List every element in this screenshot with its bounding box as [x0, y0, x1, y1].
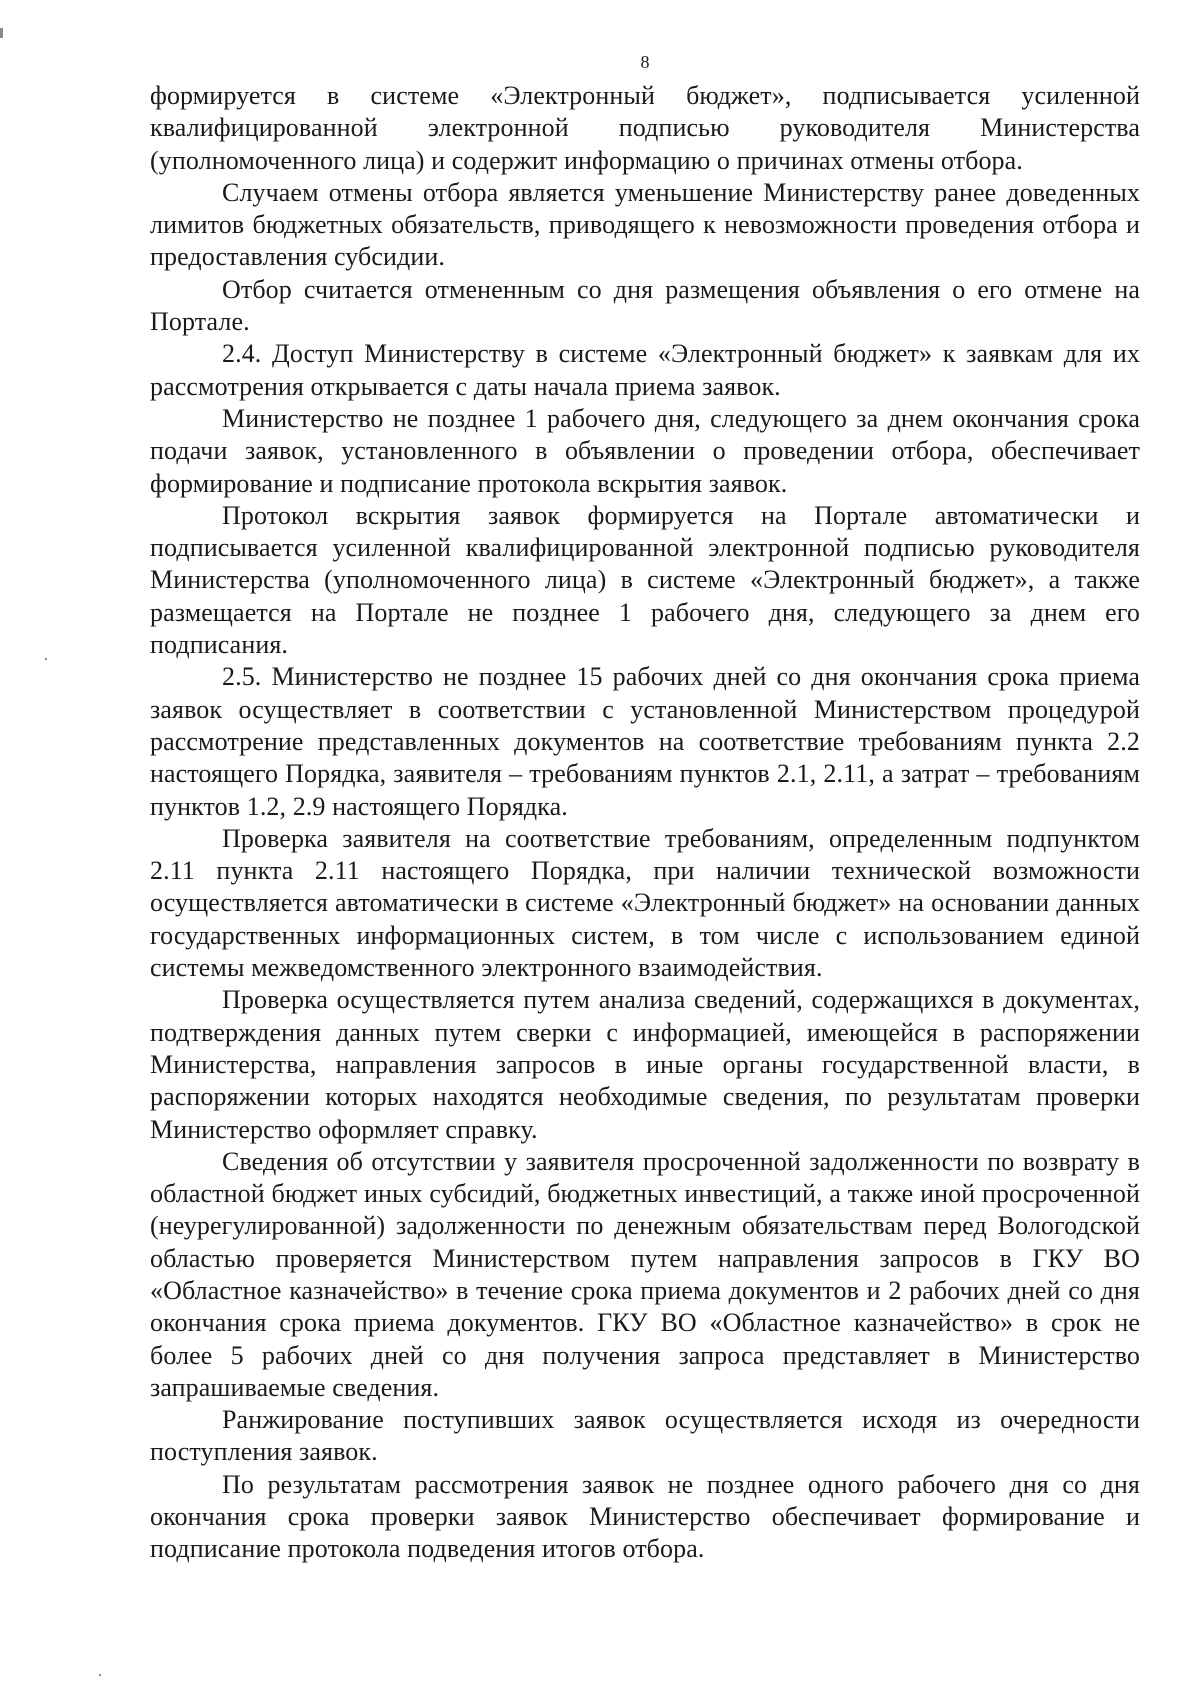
paragraph-5: Министерство не позднее 1 рабочего дня, следующего за днем окончания срока подачи заявок, установленного в объявлении о проведении отбора, обеспечивает формирование и подписание протокола вскрытия заявок. — [150, 403, 1140, 498]
scan-speck — [45, 658, 47, 660]
paragraph-4: 2.4. Доступ Министерству в системе «Электронный бюджет» к заявкам для их рассмотрения открывается с даты начала приема заявок. — [150, 339, 1140, 401]
paragraph-7: 2.5. Министерство не позднее 15 рабочих дней со дня окончания срока приема заявок осуществляет в соответствии с установленной Министерством процедурой рассмотрение представленных документов на соответствие требованиям пункта 2.2 настоящего Порядка, заявителя – требованиям пунктов 2.1, 2.11, а затрат – требованиям пунктов 1.2, 2.9 настоящего Порядка. — [150, 662, 1140, 821]
paragraph-3: Отбор считается отмененным со дня размещения объявления о его отмене на Портале. — [150, 274, 1140, 337]
paragraph-1: формируется в системе «Электронный бюджет», подписывается усиленной квалифицированной электронной подписью руководителя Министерства (уполномоченного лица) и содержит информацию о причинах отмены отбора. — [150, 81, 1140, 175]
scan-edge-mark — [0, 28, 3, 38]
scan-speck — [99, 1674, 101, 1676]
paragraph-6: Протокол вскрытия заявок формируется на Портале автоматически и подписывается усиленной квалифицированной электронной подписью руководителя Министерства (уполномоченного лица) в системе «Электронный бюджет», а также размещается на Портале не позднее 1 рабочего дня, следующего за днем его подписания. — [150, 500, 1140, 660]
document-body — [150, 80, 1140, 1566]
paragraph-9: Проверка осуществляется путем анализа сведений, содержащихся в документах, подтверждения данных путем сверки с информацией, имеющейся в распоряжении Министерства, направления запросов в иные органы государственной власти, в распоряжении которых находятся необходимые сведения, по результатам проверки Министерство оформляет справку. — [150, 985, 1140, 1144]
paragraph-10: Сведения об отсутствии у заявителя просроченной задолженности по возврату в областной бюджет иных субсидий, бюджетных инвестиций, а также иной просроченной (неурегулированной) задолженности по денежным обязательствам перед Вологодской областью проверяется Министерством путем направления запросов в ГКУ ВО «Областное казначейство» в течение срока приема документов и 2 рабочих дней со дня окончания срока приема документов. ГКУ ВО «Областное казначейство» в срок не более 5 рабочих дней со дня получения запроса представляет в Министерство запрашиваемые сведения. — [150, 1146, 1140, 1402]
paragraph-11: Ранжирование поступивших заявок осуществляется исходя из очередности поступления заявок. — [150, 1405, 1140, 1467]
page-number: 8 — [640, 52, 650, 72]
paragraph-8: Проверка заявителя на соответствие требованиям, определенным подпунктом 2.11 пункта 2.11 настоящего Порядка, при наличии технической возможности осуществляется автоматически в системе «Электронный бюджет» на основании данных государственных информационных систем, в том числе с использованием единой системы межведомственного электронного взаимодействия. — [150, 823, 1140, 983]
paragraph-2: Случаем отмены отбора является уменьшение Министерству ранее доведенных лимитов бюджетных обязательств, приводящего к невозможности проведения отбора и предоставления субсидии. — [150, 177, 1140, 272]
paragraph-12: По результатам рассмотрения заявок не позднее одного рабочего дня со дня окончания срока проверки заявок Министерство обеспечивает формирование и подписание протокола подведения итогов отбора. — [150, 1469, 1140, 1564]
